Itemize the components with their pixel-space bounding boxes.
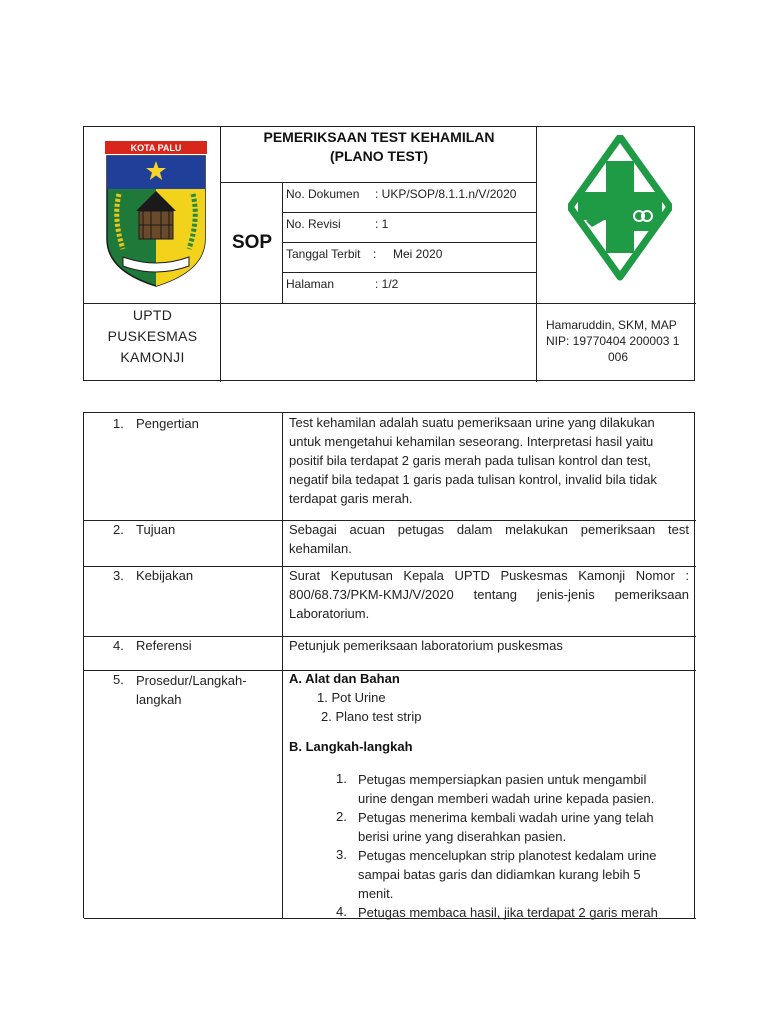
text-line: urine dengan memberi wadah urine kepada pasien.	[358, 791, 655, 806]
step-text	[358, 903, 688, 922]
procedure-table	[83, 412, 695, 918]
row-label-line: langkah	[136, 692, 182, 707]
signer-nip-continued: 006	[607, 350, 629, 364]
org-line-1: UPTD	[132, 307, 173, 323]
step-number: 3.	[336, 847, 347, 862]
row-label	[136, 671, 247, 709]
text-line: Petugas membaca hasil, jika terdapat 2 garis merah	[358, 905, 658, 920]
row-number: 3.	[113, 568, 124, 583]
text-line: untuk mengetahui kehamilan seseorang. Interpretasi hasil yaitu	[289, 434, 654, 449]
section-heading-tools: A. Alat dan Bahan	[289, 671, 400, 686]
row-number: 5.	[113, 672, 124, 687]
table-row-referensi	[84, 637, 282, 670]
row-label: Tujuan	[136, 522, 176, 537]
text-line: Sebagai acuan petugas dalam melakukan pemeriksaan test	[289, 522, 689, 537]
row-content	[289, 566, 689, 623]
meta-label: Halaman	[286, 277, 335, 291]
text-line: menit.	[358, 886, 394, 901]
step-text	[358, 808, 688, 846]
organization-name	[84, 303, 221, 382]
text-line: Petugas mencelupkan strip planotest kedalam urine	[358, 848, 657, 863]
row-content	[289, 636, 689, 655]
meta-value: : 1	[375, 217, 389, 231]
row-number: 2.	[113, 522, 124, 537]
signer-name: Hamaruddin, SKM, MAP	[546, 318, 677, 332]
step-number: 2.	[336, 809, 347, 824]
text-line: negatif bila tedapat 1 garis pada tulisan kontrol, invalid bila tidak	[289, 472, 657, 487]
meta-label: No. Revisi	[286, 217, 341, 231]
divider	[282, 413, 283, 919]
row-content	[289, 671, 689, 919]
text-line: 800/68.73/PKM-KMJ/V/2020 tentang jenis-jenis pemeriksaan	[289, 587, 689, 602]
row-content	[289, 520, 689, 558]
text-line: sampai batas garis dan didiamkan kurang lebih 5	[358, 867, 641, 882]
list-item: 2. Plano test strip	[321, 709, 422, 724]
text-line: Laboratorium.	[289, 606, 370, 621]
text-line: Surat Keputusan Kepala UPTD Puskesmas Kamonji Nomor :	[289, 568, 689, 583]
title-line-2: (PLANO TEST)	[330, 148, 428, 164]
text-line: kehamilan.	[289, 541, 352, 556]
meta-row-issue-date	[283, 243, 537, 273]
row-label: Referensi	[136, 638, 192, 653]
step-text	[358, 846, 688, 903]
meta-value: : 1/2	[375, 277, 399, 291]
text-line: Petunjuk pemeriksaan laboratorium puskesmas	[289, 638, 563, 653]
table-row-prosedur	[84, 671, 282, 919]
text-line: Petugas menerima kembali wadah urine yang telah	[358, 810, 654, 825]
org-line-2: PUSKESMAS	[107, 328, 198, 344]
table-row-kebijakan	[84, 567, 282, 636]
table-row-pengertian	[84, 413, 282, 520]
title-line-1: PEMERIKSAAN TEST KEHAMILAN	[263, 129, 495, 145]
step-text	[358, 770, 688, 808]
meta-label: Tanggal Terbit	[286, 247, 361, 261]
row-number: 1.	[113, 416, 124, 431]
meta-row-document-number	[283, 183, 537, 213]
step-number: 4.	[336, 904, 347, 919]
document-title	[221, 127, 537, 183]
text-line: Test kehamilan adalah suatu pemeriksaan urine yang dilakukan	[289, 415, 655, 430]
sop-label: SOP	[231, 232, 273, 253]
row-label: Kebijakan	[136, 568, 194, 583]
meta-value: : Mei 2020	[373, 247, 443, 261]
kota-palu-emblem	[101, 139, 211, 289]
signer-block	[537, 303, 696, 382]
puskesmas-logo	[568, 135, 672, 285]
row-number: 4.	[113, 638, 124, 653]
text-line: berisi urine yang diserahkan pasien.	[358, 829, 567, 844]
step-number: 1.	[336, 771, 347, 786]
signer-nip: NIP: 19770404 200003 1	[546, 334, 680, 348]
text-line: terdapat garis merah.	[289, 491, 413, 506]
meta-row-revision	[283, 213, 537, 243]
header-table	[83, 126, 695, 381]
logo-banner-text: KOTA PALU	[130, 143, 182, 153]
text-line: positif bila terdapat 2 garis merah pada tulisan kontrol dan test,	[289, 453, 652, 468]
text-line: Petugas mempersiapkan pasien untuk mengambil	[358, 772, 647, 787]
meta-label: No. Dokumen	[286, 187, 360, 201]
row-content	[289, 413, 689, 508]
table-row-tujuan	[84, 521, 282, 566]
meta-value: : UKP/SOP/8.1.1.n/V/2020	[375, 187, 517, 201]
meta-row-page	[283, 273, 537, 303]
list-item: 1. Pot Urine	[317, 690, 386, 705]
row-label: Pengertian	[136, 416, 199, 431]
row-label-line: Prosedur/Langkah-	[136, 673, 247, 688]
org-line-3: KAMONJI	[120, 349, 185, 365]
section-heading-steps: B. Langkah-langkah	[289, 739, 413, 754]
